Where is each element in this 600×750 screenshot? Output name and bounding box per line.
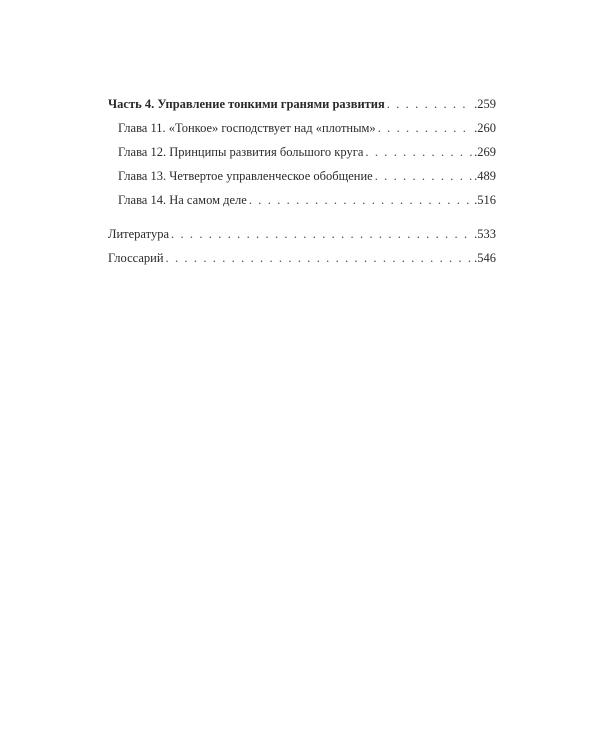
toc-entry-page: .516 [474, 193, 496, 207]
toc-chapter-12[interactable] [108, 144, 496, 168]
toc-entry-page: .259 [474, 97, 496, 111]
toc-literature[interactable] [108, 226, 496, 250]
toc-entry-page: .260 [474, 121, 496, 135]
toc-entry-title: Глава 12. Принципы развития большого круга [118, 145, 364, 159]
toc-entry-page: .269 [474, 145, 496, 159]
toc-chapter-14[interactable] [108, 192, 496, 216]
toc-glossary[interactable] [108, 250, 496, 274]
toc-entry-title: Литература [108, 227, 169, 241]
dot-leader [249, 192, 472, 208]
toc-chapter-11[interactable] [108, 120, 496, 144]
dot-leader [171, 226, 472, 242]
toc-chapter-13[interactable] [108, 168, 496, 192]
toc-entry-page: .546 [474, 251, 496, 265]
toc-entry-title: Глава 13. Четвертое управленческое обобщение [118, 169, 373, 183]
toc-entry-title: Глава 11. «Тонкое» господствует над «плотным» [118, 121, 376, 135]
dot-leader [378, 120, 472, 136]
dot-leader [387, 96, 472, 112]
dot-leader [365, 144, 472, 160]
dot-leader [375, 168, 472, 184]
toc-entry-page: .489 [474, 169, 496, 183]
toc-entry-title: Глоссарий [108, 251, 164, 265]
toc-part-4[interactable] [108, 96, 496, 120]
toc-entry-title: Часть 4. Управление тонкими гранями развития [108, 97, 385, 111]
toc-entry-page: .533 [474, 227, 496, 241]
table-of-contents [108, 96, 496, 274]
dot-leader [166, 250, 473, 266]
toc-entry-title: Глава 14. На самом деле [118, 193, 247, 207]
